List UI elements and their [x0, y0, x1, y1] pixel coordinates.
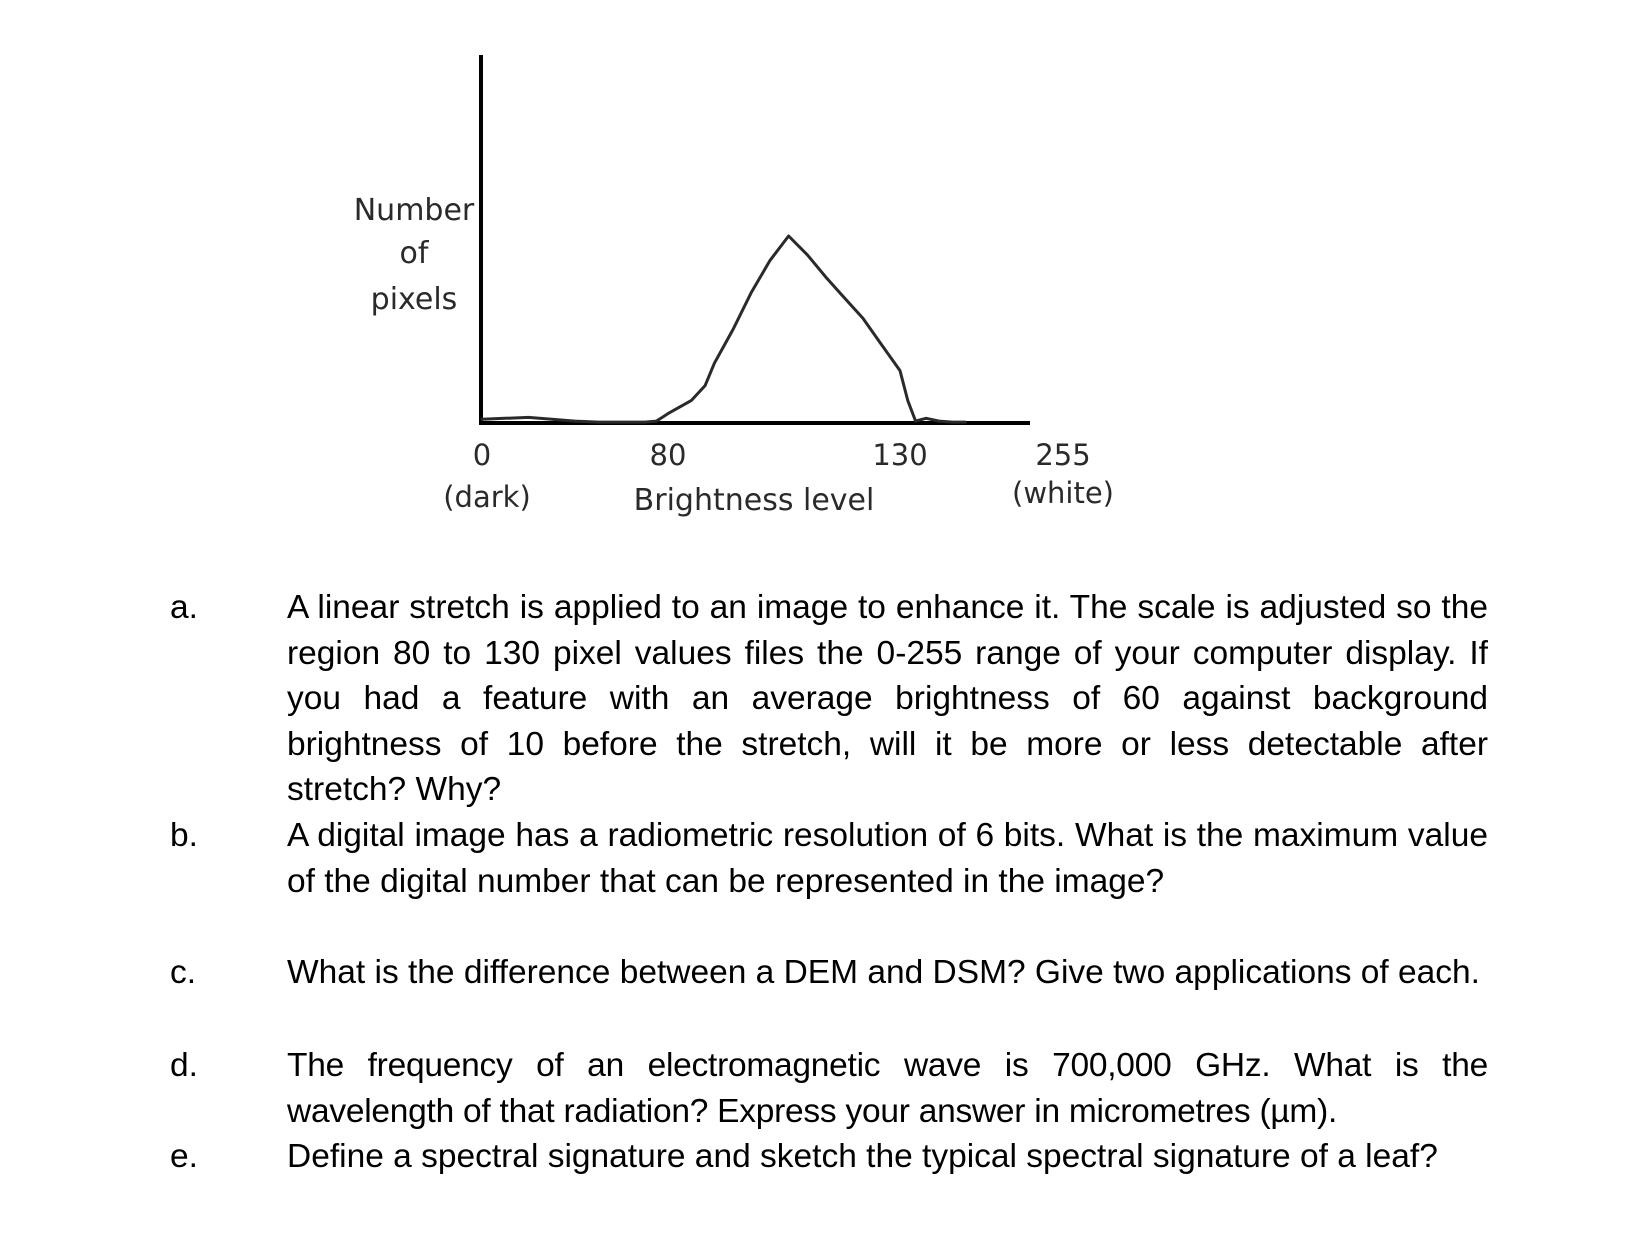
question-d-text: The frequency of an electromagnetic wave is 700,000 GHz. What is the wavelength of that radiation? Express your answer in micrometres (µm).	[287, 1047, 1488, 1130]
question-e	[0, 1134, 1628, 1225]
question-a-label: a.	[170, 589, 198, 626]
question-b	[0, 813, 1628, 950]
x-tick-sublabel: (dark)	[443, 480, 531, 514]
question-c	[0, 950, 1628, 1041]
x-tick-label: 80	[649, 438, 687, 472]
y-axis-label-line-2: of	[399, 236, 429, 271]
question-c-text: What is the difference between a DEM and DSM? Give two applications of each.	[287, 954, 1480, 991]
x-tick-label: 255	[1035, 438, 1091, 472]
y-axis-label-line-1: Number	[353, 193, 475, 228]
x-tick-label: 130	[872, 438, 928, 472]
question-a	[0, 585, 1628, 813]
question-b-text: A digital image has a radiometric resolution of 6 bits. What is the maximum value of the digital number that can be represented in the image?	[287, 817, 1488, 900]
question-c-label: c.	[170, 954, 197, 991]
histogram-figure	[0, 0, 1628, 560]
question-e-text: Define a spectral signature and sketch the typical spectral signature of a leaf?	[287, 1138, 1438, 1175]
x-axis-title: Brightness level	[633, 483, 875, 518]
x-tick-label: 0	[472, 438, 492, 472]
x-tick-sublabel: (white)	[1012, 476, 1114, 510]
question-d-label: d.	[170, 1047, 198, 1084]
question-e-label: e.	[170, 1138, 198, 1175]
question-a-text: A linear stretch is applied to an image to enhance it. The scale is adjusted so the region 80 to 130 pixel values files the 0-255 range of your computer display. If you had a feature with an average brightness of 60 against background brightness of 10 before the stretch, will it be more or less detectable after stretch? Why?	[287, 589, 1488, 808]
question-b-label: b.	[170, 817, 198, 854]
y-axis-label-line-3: pixels	[370, 282, 458, 317]
question-d	[0, 1043, 1628, 1134]
histogram-curve	[482, 236, 965, 422]
